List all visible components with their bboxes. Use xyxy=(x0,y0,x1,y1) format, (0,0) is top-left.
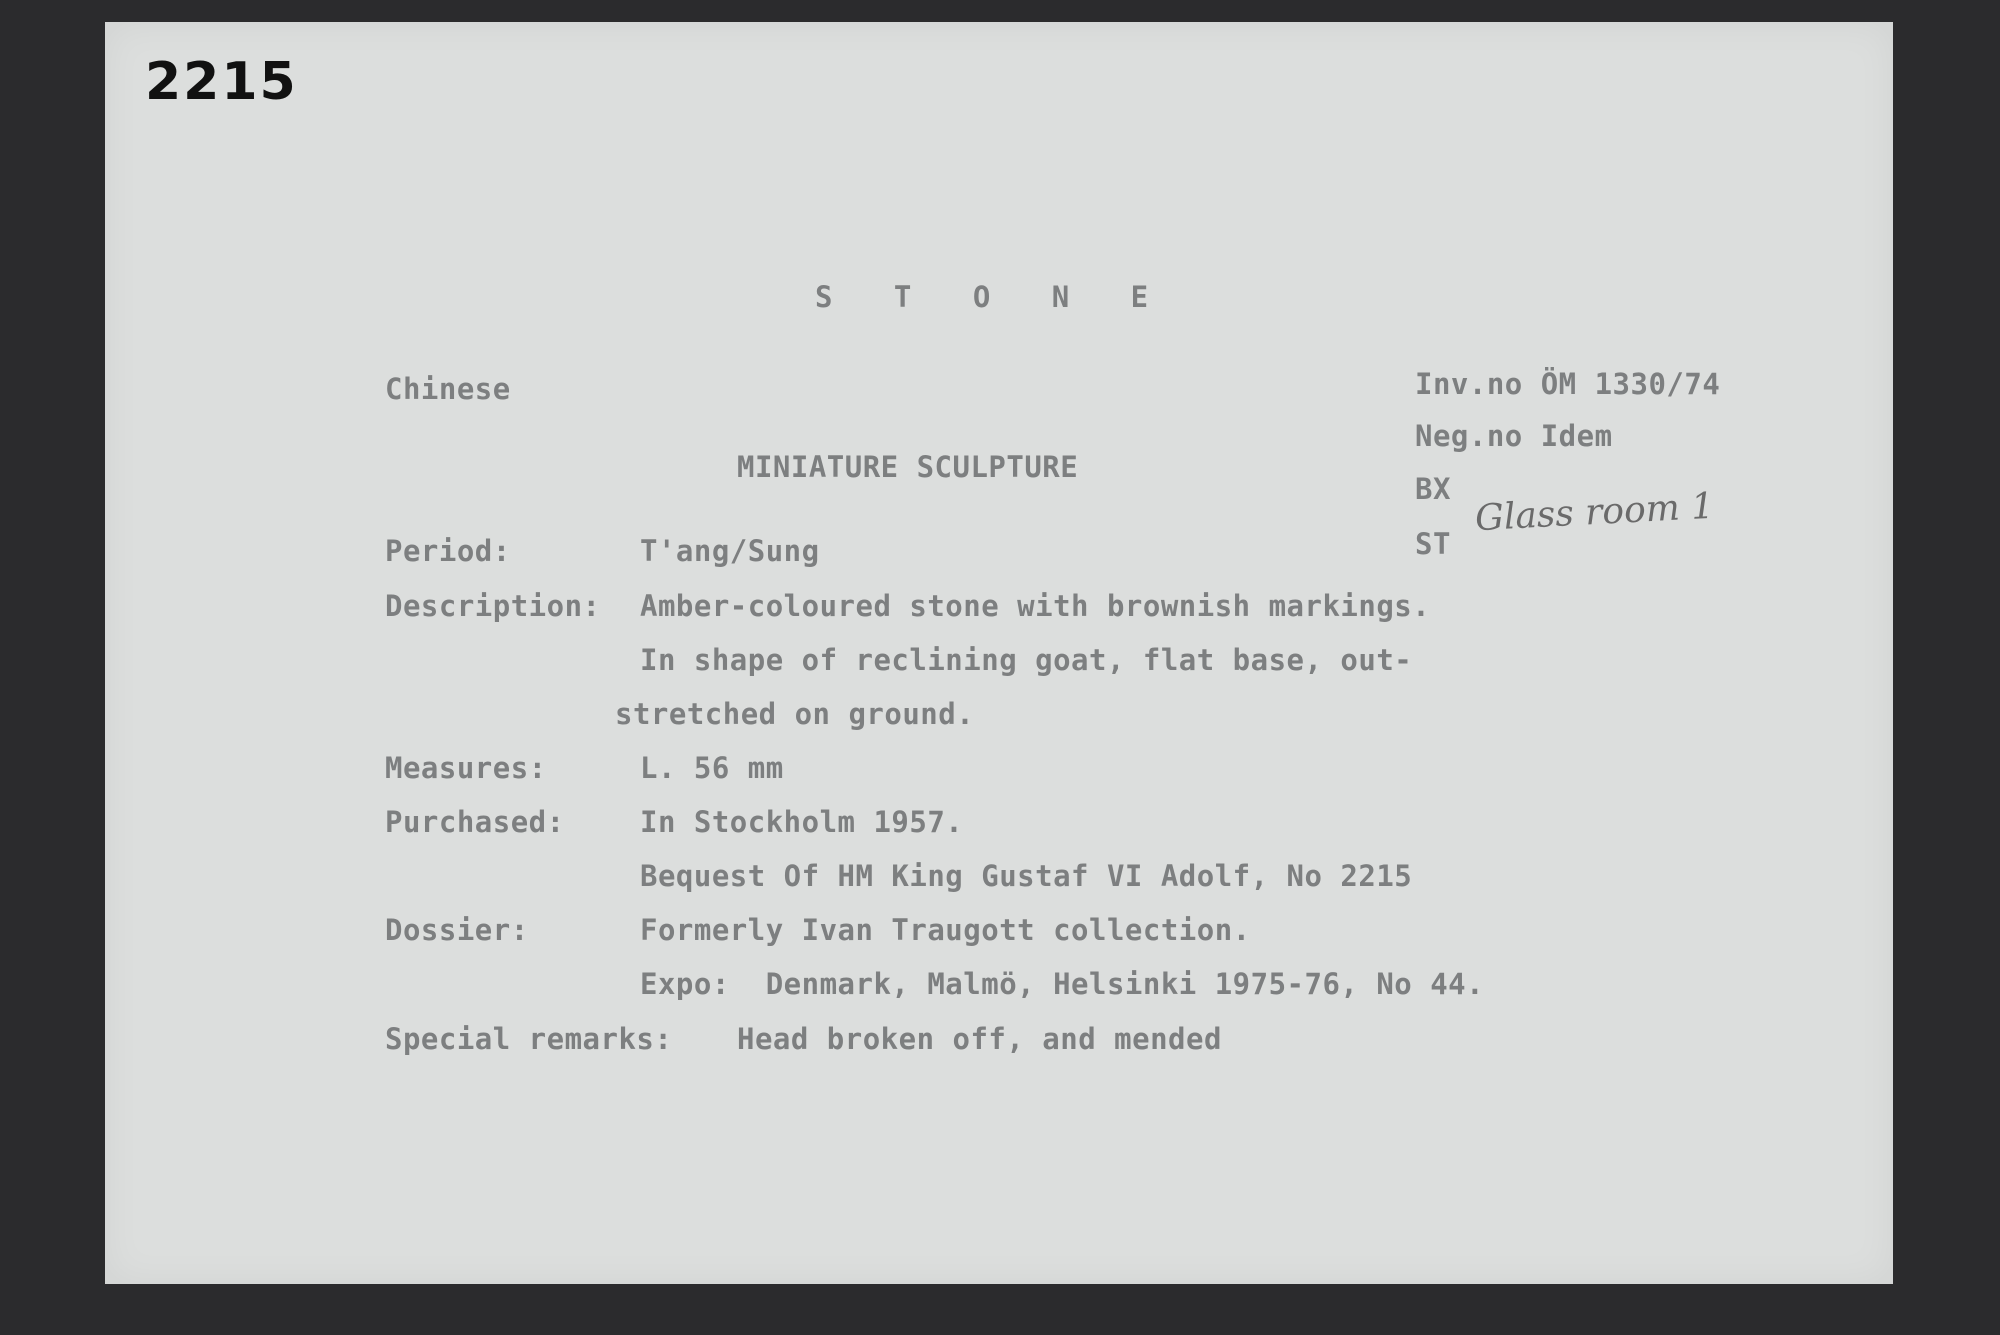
period-label: Period: xyxy=(385,534,511,568)
dossier-line-2: Expo: Denmark, Malmö, Helsinki 1975-76, No 44. xyxy=(640,967,1485,1001)
inventory-number: Inv.no ÖM 1330/74 xyxy=(1415,367,1721,401)
dossier-label: Dossier: xyxy=(385,913,529,947)
bx-code: BX xyxy=(1415,472,1451,506)
measures-label: Measures: xyxy=(385,751,547,785)
purchased-value: In Stockholm 1957. xyxy=(640,805,964,839)
st-code: ST xyxy=(1415,527,1451,561)
description-line-2: In shape of reclining goat, flat base, out- xyxy=(640,643,1413,677)
description-label: Description: xyxy=(385,589,601,623)
special-remarks-label: Special remarks: xyxy=(385,1022,673,1056)
measures-value: L. 56 mm xyxy=(640,751,784,785)
bequest-value: Bequest Of HM King Gustaf VI Adolf, No 2215 xyxy=(640,859,1413,893)
description-line-3: stretched on ground. xyxy=(615,697,975,731)
purchased-label: Purchased: xyxy=(385,805,565,839)
negative-number: Neg.no Idem xyxy=(1415,419,1613,453)
description-line-1: Amber-coloured stone with brownish markings. xyxy=(640,589,1431,623)
handwritten-location-note: Glass room 1 xyxy=(1474,485,1716,540)
dossier-line-1: Formerly Ivan Traugott collection. xyxy=(640,913,1251,947)
material-heading: S T O N E xyxy=(815,280,1171,314)
origin-text: Chinese xyxy=(385,372,511,406)
catalogue-card xyxy=(105,22,1893,1284)
category-heading: MINIATURE SCULPTURE xyxy=(737,450,1079,484)
period-value: T'ang/Sung xyxy=(640,534,820,568)
special-remarks-value: Head broken off, and mended xyxy=(737,1022,1222,1056)
handwritten-catalogue-number: 2215 xyxy=(145,52,298,112)
